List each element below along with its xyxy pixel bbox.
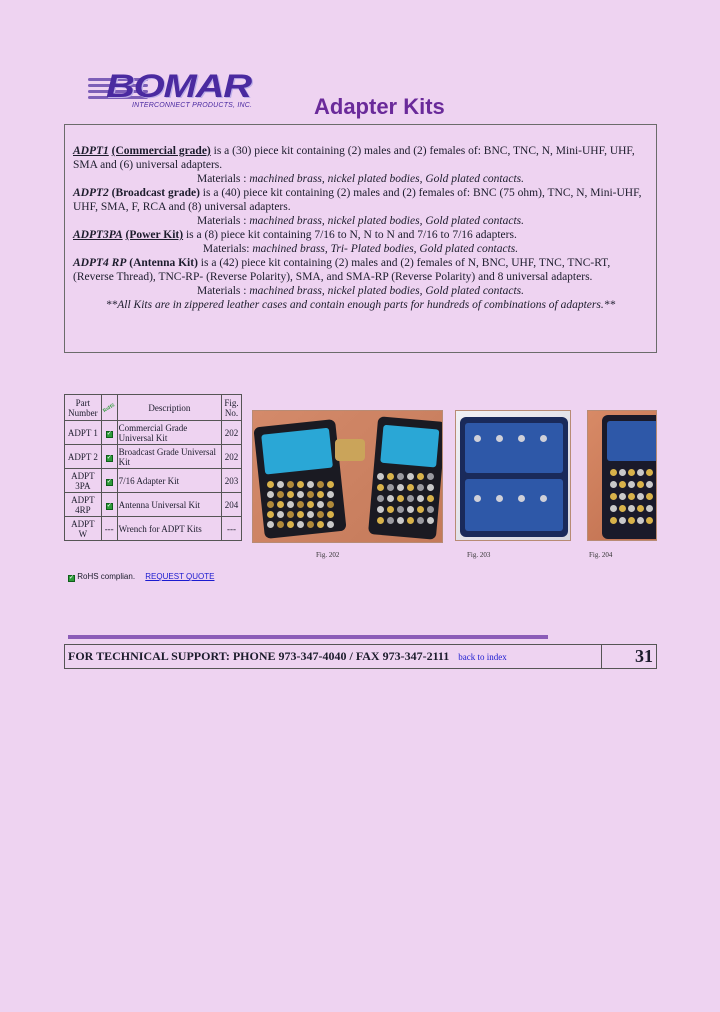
- kit-descriptions-box: [64, 124, 657, 353]
- header-fig-no: Fig. No.: [222, 395, 242, 421]
- kit-code: ADPT4 RP: [73, 257, 127, 269]
- logo-wordmark: BOMAR: [106, 68, 251, 104]
- kit-code: ADPT2: [73, 187, 109, 199]
- materials-text: machined brass, nickel plated bodies, Gold plated contacts.: [246, 285, 525, 297]
- adapter-part: [277, 501, 284, 508]
- fig-caption: Fig. 204: [589, 551, 613, 559]
- kit-grade: (Power Kit): [125, 229, 184, 241]
- materials-label: Materials :: [196, 285, 247, 297]
- adapter-part: [387, 506, 394, 513]
- adapter-part: [287, 501, 294, 508]
- adapter-part: [407, 506, 414, 513]
- table-row[interactable]: [65, 469, 242, 493]
- adapter-part: [610, 469, 617, 476]
- adapter-part: [619, 517, 626, 524]
- logo-subtitle: INTERCONNECT PRODUCTS, INC.: [132, 102, 253, 109]
- kit-description: is a (40) piece kit containing (2) males and (2) females of: BNC (75 ohm), TNC, N, Mini-UHF, UHF, SMA, F, RCA and (8) universal adapters.: [73, 187, 642, 213]
- materials-text: machined brass, nickel plated bodies, Gold plated contacts.: [246, 215, 525, 227]
- fig-number: 203: [222, 469, 242, 493]
- adapter-part: [427, 484, 434, 491]
- adapter-part: [619, 481, 626, 488]
- kit-grade: (Commercial grade): [111, 145, 211, 157]
- rohs-label: RoHS complian.: [77, 572, 136, 581]
- case-lining: [380, 425, 439, 468]
- adapter-part: [646, 517, 653, 524]
- adapter-part: [267, 491, 274, 498]
- adapter-part: [518, 435, 525, 442]
- adapter-part: [287, 511, 294, 518]
- adapter-part: [518, 495, 525, 502]
- adapter-part: [646, 493, 653, 500]
- part-description: Broadcast Grade Universal Kit: [117, 445, 222, 469]
- adapter-part: [387, 484, 394, 491]
- rohs-compliance-line: [68, 572, 214, 582]
- adapter-part: [377, 495, 384, 502]
- adapter-part: [417, 517, 424, 524]
- part-number: ADPT 3PA: [65, 469, 102, 493]
- adapter-part: [628, 505, 635, 512]
- fig-204-photo: [587, 410, 657, 541]
- adapter-part: [307, 481, 314, 488]
- fig-202-photo: [252, 410, 443, 543]
- adapter-part: [387, 473, 394, 480]
- adapter-part: [427, 495, 434, 502]
- adapter-part: [619, 493, 626, 500]
- adapter-part: [317, 491, 324, 498]
- adapter-part: [307, 501, 314, 508]
- divider-rule: [68, 635, 548, 639]
- adapter-part: [646, 505, 653, 512]
- request-quote-link[interactable]: REQUEST QUOTE: [145, 572, 215, 581]
- kit-paragraph-adpt3pa: [73, 228, 648, 242]
- back-to-index-link[interactable]: back to index: [458, 652, 507, 662]
- adapter-part: [407, 484, 414, 491]
- part-description: 7/16 Adapter Kit: [117, 469, 222, 493]
- kit-materials: [73, 172, 648, 186]
- materials-label: Materials :: [196, 173, 247, 185]
- adapter-part: [417, 484, 424, 491]
- adapter-part: [327, 481, 334, 488]
- adapter-part: [397, 517, 404, 524]
- rohs-check-icon: ✓: [69, 575, 75, 581]
- adapter-part: [317, 501, 324, 508]
- kit-paragraph-adpt1: [73, 144, 648, 172]
- adapter-part: [637, 469, 644, 476]
- adapter-part: [474, 435, 481, 442]
- rohs-cell: [101, 445, 117, 469]
- rohs-cell: [101, 421, 117, 445]
- adapter-part: [297, 511, 304, 518]
- adapter-part: [377, 473, 384, 480]
- adapter-part: [327, 491, 334, 498]
- kit-paragraph-adpt4rp: [73, 256, 648, 284]
- table-row[interactable]: [65, 517, 242, 541]
- rohs-cell: [101, 493, 117, 517]
- adapter-part: [277, 491, 284, 498]
- adapter-part: [610, 493, 617, 500]
- rohs-cell: ---: [101, 517, 117, 541]
- materials-text: machined brass, nickel plated bodies, Gold plated contacts.: [246, 173, 525, 185]
- materials-text: machined brass, Tri- Plated bodies, Gold plated contacts.: [249, 243, 519, 255]
- kit-paragraph-adpt2: [73, 186, 648, 214]
- adapter-part: [287, 481, 294, 488]
- adapter-part: [317, 511, 324, 518]
- adapter-part: [637, 493, 644, 500]
- adapter-part: [628, 493, 635, 500]
- adapter-part: [637, 505, 644, 512]
- adapter-part: [377, 506, 384, 513]
- bomar-logo: [88, 68, 253, 112]
- technical-support: FOR TECHNICAL SUPPORT: PHONE 973-347-4040 / FAX 973-347-2111: [68, 649, 450, 663]
- adapter-part: [327, 501, 334, 508]
- kit-description: is a (8) piece kit containing 7/16 to N, N to N and 7/16 to 7/16 adapters.: [183, 229, 517, 241]
- rohs-cell: [101, 469, 117, 493]
- part-number: ADPT 1: [65, 421, 102, 445]
- adapter-part: [540, 495, 547, 502]
- rohs-check-icon: ✓: [106, 503, 112, 509]
- adapter-part: [619, 469, 626, 476]
- adapter-part: [646, 469, 653, 476]
- adapter-part: [397, 484, 404, 491]
- part-number: ADPT 2: [65, 445, 102, 469]
- parts-table: [64, 394, 242, 541]
- adapter-part: [427, 473, 434, 480]
- adapter-part: [496, 495, 503, 502]
- adapter-part: [397, 473, 404, 480]
- adapter-part: [628, 469, 635, 476]
- wrench-pouch: [335, 439, 365, 461]
- adapter-part: [637, 481, 644, 488]
- adapter-part: [407, 473, 414, 480]
- fig-number: 202: [222, 421, 242, 445]
- adapter-part: [287, 491, 294, 498]
- adapter-part: [496, 435, 503, 442]
- kit-code: ADPT1: [73, 145, 109, 157]
- table-row[interactable]: [65, 421, 242, 445]
- table-header-row: [65, 395, 242, 421]
- fig-caption: Fig. 202: [316, 551, 340, 559]
- adapter-part: [628, 517, 635, 524]
- adapter-part: [628, 481, 635, 488]
- kits-note: **All Kits are in zippered leather cases and contain enough parts for hundreds of combinations of adapters.**: [105, 299, 616, 311]
- adapter-part: [277, 481, 284, 488]
- header-rohs: [101, 395, 117, 421]
- kit-description: is a (42) piece kit containing (2) males and (2) females of N, BNC, UHF, TNC, TNC-RT, (Reverse Thread), TNC-RP- (Reverse Polarity), SMA, and SMA-RP (Reverse Polarity) and 8 universal adapters.: [73, 257, 611, 283]
- table-row[interactable]: [65, 445, 242, 469]
- adapter-part: [267, 511, 274, 518]
- part-number: ADPT 4RP: [65, 493, 102, 517]
- kit-materials: [73, 284, 648, 298]
- kit-grade: (Broadcast grade): [111, 187, 200, 199]
- page-number: 31: [601, 645, 656, 668]
- adapter-part: [417, 495, 424, 502]
- adapter-part: [267, 521, 274, 528]
- adapter-part: [610, 481, 617, 488]
- fig-number: 202: [222, 445, 242, 469]
- fig-caption: Fig. 203: [467, 551, 491, 559]
- adapter-part: [317, 521, 324, 528]
- adapter-part: [637, 517, 644, 524]
- kit-description: is a (30) piece kit containing (2) males and (2) females of: BNC, TNC, N, Mini-UHF, UHF, SMA and (6) universal adapters.: [73, 145, 635, 171]
- adapter-part: [474, 495, 481, 502]
- adapter-part: [397, 506, 404, 513]
- adapter-part: [387, 517, 394, 524]
- kit-code: ADPT3PA: [73, 229, 123, 241]
- adapter-part: [646, 481, 653, 488]
- adapter-part: [297, 501, 304, 508]
- adapter-part: [267, 501, 274, 508]
- part-description: Antenna Universal Kit: [117, 493, 222, 517]
- materials-label: Materials:: [202, 243, 250, 255]
- fig-number: ---: [222, 517, 242, 541]
- kit-materials: [73, 214, 648, 228]
- adapter-part: [417, 506, 424, 513]
- rohs-check-icon: ✓: [106, 479, 112, 485]
- adapter-part: [277, 511, 284, 518]
- adapter-part: [287, 521, 294, 528]
- adapter-part: [267, 481, 274, 488]
- adapter-part: [297, 481, 304, 488]
- adapter-part: [619, 505, 626, 512]
- page-title: Adapter Kits: [314, 94, 445, 119]
- adapter-part: [377, 517, 384, 524]
- adapter-part: [397, 495, 404, 502]
- adapter-part: [327, 511, 334, 518]
- part-number: ADPT W: [65, 517, 102, 541]
- kit-grade: (Antenna Kit): [129, 257, 198, 269]
- case-lining: [261, 428, 333, 475]
- adapter-part: [327, 521, 334, 528]
- materials-label: Materials :: [196, 215, 247, 227]
- adapter-part: [610, 517, 617, 524]
- support-text-cell: [65, 645, 601, 668]
- kit-materials: [73, 242, 648, 256]
- part-description: Commercial Grade Universal Kit: [117, 421, 222, 445]
- fig-203-photo: [455, 410, 571, 541]
- adapter-part: [297, 521, 304, 528]
- adapter-part: [317, 481, 324, 488]
- table-row[interactable]: [65, 493, 242, 517]
- footer-bar: [64, 644, 657, 669]
- adapter-part: [610, 505, 617, 512]
- case-lining: [465, 423, 563, 473]
- part-description: Wrench for ADPT Kits: [117, 517, 222, 541]
- adapter-part: [307, 521, 314, 528]
- rohs-check-icon: ✓: [106, 455, 112, 461]
- adapter-part: [387, 495, 394, 502]
- fig-number: 204: [222, 493, 242, 517]
- adapter-part: [307, 511, 314, 518]
- case-lining: [465, 479, 563, 531]
- adapter-part: [427, 506, 434, 513]
- adapter-part: [540, 435, 547, 442]
- adapter-part: [407, 495, 414, 502]
- adapter-part: [377, 484, 384, 491]
- adapter-part: [307, 491, 314, 498]
- rohs-header-icon: RoHS: [102, 403, 116, 414]
- adapter-part: [417, 473, 424, 480]
- header-description: Description: [117, 395, 222, 421]
- adapter-part: [407, 517, 414, 524]
- adapter-part: [297, 491, 304, 498]
- adapter-part: [277, 521, 284, 528]
- header-part-number: Part Number: [65, 395, 102, 421]
- adapter-part: [427, 517, 434, 524]
- case-lining: [607, 421, 657, 461]
- rohs-check-icon: ✓: [106, 431, 112, 437]
